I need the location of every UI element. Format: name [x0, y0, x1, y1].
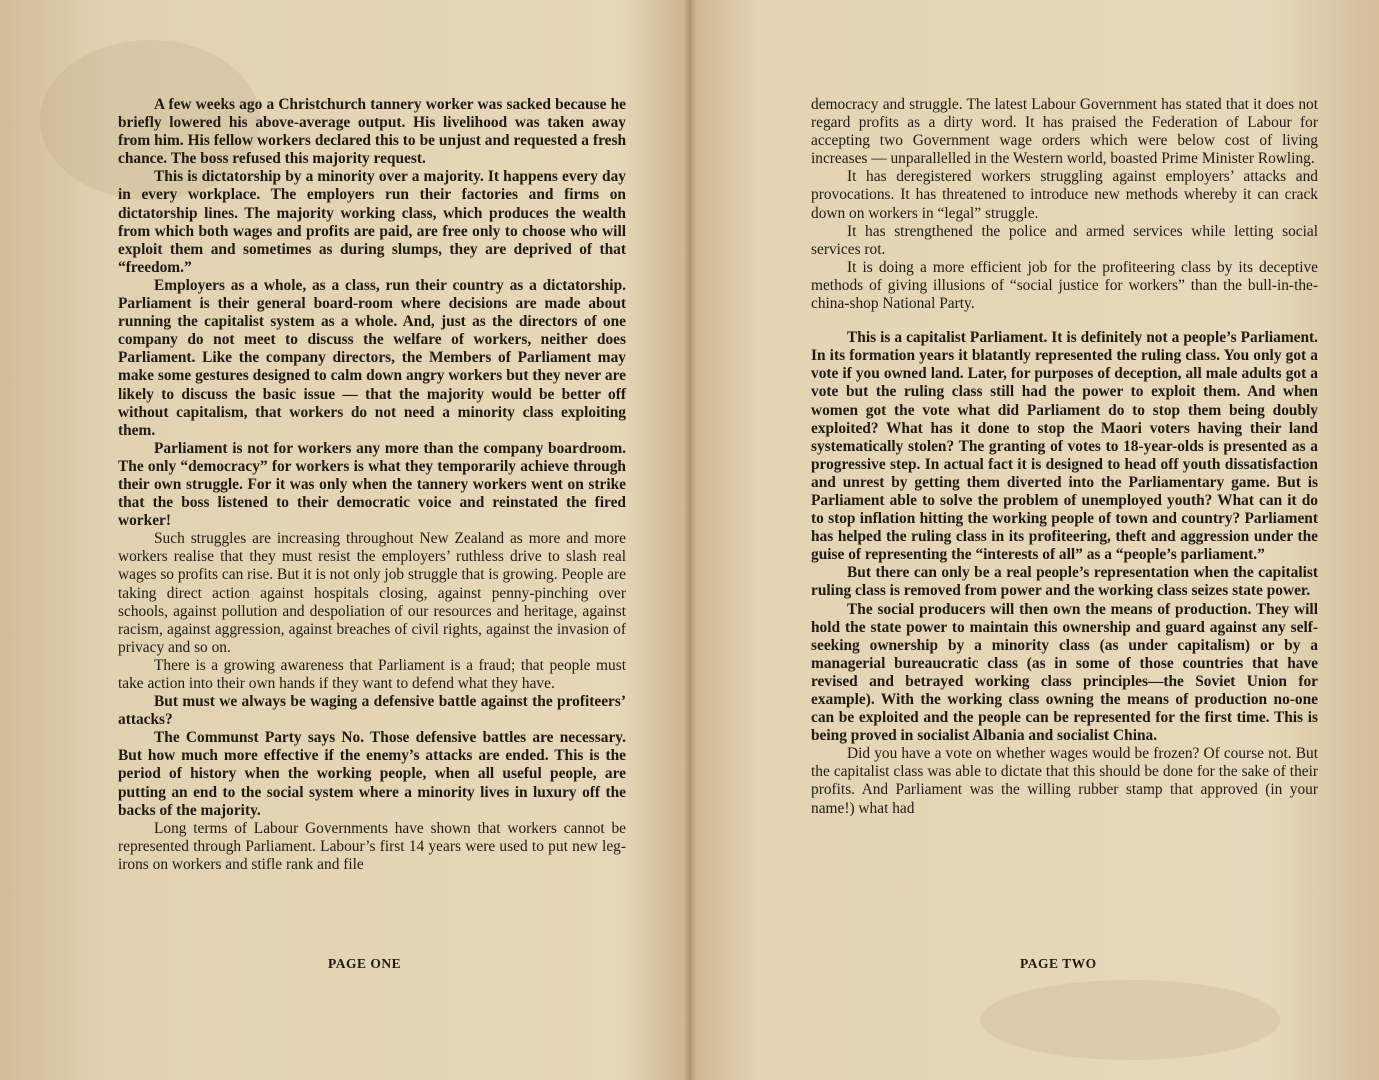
paragraph: Did you have a vote on whether wages would be frozen? Of course not. But the capitalist class was able to dictate that this should be done for the sake of their profits. And Parliament was the willing rubber stamp that approved (in your name!) what had — [811, 745, 1318, 817]
page-one — [118, 96, 626, 874]
paragraph: But there can only be a real people’s representation when the capitalist ruling class is removed from power and the working class seizes state power. — [811, 564, 1318, 600]
page-fold — [684, 0, 696, 1080]
paragraph: The Communst Party says No. Those defensive battles are necessary. But how much more effective if the enemy’s attacks are ended. This is the period of history when the working people, when all useful people, are putting an end to the social system where a minority lives in luxury off the backs of the majority. — [118, 729, 626, 819]
paragraph: Parliament is not for workers any more than the company boardroom. The only “democracy” for workers is what they temporarily achieve through their own struggle. For it was only when the tannery workers went on strike that the boss listened to their democratic voice and reinstated the fired worker! — [118, 439, 626, 530]
page-two-body-bottom — [811, 329, 1318, 818]
paragraph: It is doing a more efficient job for the profiteering class by its deceptive methods of giving illusions of “social justice for workers” than the bull-in-the-china-shop National Party. — [811, 258, 1318, 313]
paragraph: But must we always be waging a defensive battle against the profiteers’ attacks? — [118, 693, 626, 729]
paragraph: There is a growing awareness that Parliament is a fraud; that people must take action into their own hands if they want to defend what they have. — [118, 656, 626, 692]
paragraph: Such struggles are increasing throughout New Zealand as more and more workers realise that they must resist the employers’ ruthless drive to slash real wages so profits can rise. But it is not only job struggle that is growing. People are taking direct action against hospitals closing, against penny-pinching over schools, against pollution and despoliation of our resources and heritage, against racism, against aggression, against breaches of civil rights, against the invasion of privacy and so on. — [118, 530, 626, 656]
paragraph: It has deregistered workers struggling against employers’ attacks and provocations. It has threatened to introduce new methods whereby it can crack down on workers in “legal” struggle. — [811, 168, 1318, 222]
page-two-body-top — [811, 96, 1318, 313]
paragraph: A few weeks ago a Christchurch tannery worker was sacked because he briefly lowered his above-average output. His livelihood was taken away from him. His fellow workers declared this to be unjust and requested a fresh chance. The boss refused this majority request. — [118, 96, 626, 168]
page-two — [811, 96, 1318, 818]
paper-stain — [980, 980, 1280, 1060]
paragraph: Employers as a whole, as a class, run their country as a dictatorship. Parliament is their general board-room where decisions are made about running the capitalist system as a whole. And, just as the directors of one company do not meet to discuss the welfare of workers, neither does Parliament. Like the company directors, the Members of Parliament may make some gestures designed to calm down angry workers but they never are likely to discuss the basic issue — that the majority would be better off without capitalism, that workers do not need a minority class exploiting them. — [118, 276, 626, 439]
page-one-footer: PAGE ONE — [328, 956, 402, 971]
paragraph: The social producers will then own the means of production. They will hold the state power to maintain this ownership and guard against any self-seeking ownership by a minority class (as under capitalism) or by a managerial bureaucratic class (as in some of those countries that have revised and betrayed working class principles—the Soviet Union for example). With the working class owning the means of production no-one can be exploited and the people can be represented for the first time. This is being proved in socialist Albania and socialist China. — [811, 600, 1318, 745]
page-one-body — [118, 96, 626, 874]
page-two-footer: PAGE TWO — [1020, 956, 1097, 971]
section-gap — [811, 313, 1318, 329]
paragraph: This is a capitalist Parliament. It is definitely not a people’s Parliament. In its formation years it blatantly represented the ruling class. You only got a vote if you owned land. Later, for purposes of deception, all male adults got a vote but the ruling class still had the power to exploit them. And when women got the vote what did Parliament do to stop them being doubly exploited? What has it done to stop the Maori voters having their land systematically stolen? The granting of votes to 18-year-olds is presented as a progressive step. In actual fact it is designed to head off youth dissatisfaction and unrest by getting them diverted into the Parliamentary game. But is Parliament able to solve the problem of unemployed youth? What can it do to stop inflation hitting the working people of town and country? Parliament has helped the ruling class in its profiteering, theft and aggression under the guise of representing the “interests of all” as a “people’s parliament.” — [811, 329, 1318, 564]
paragraph: This is dictatorship by a minority over a majority. It happens every day in every workplace. The employers run their factories and firms on dictatorship lines. The majority working class, which produces the wealth from which both wages and profits are paid, are free only to choose who will exploit them and sometimes as during slumps, they are deprived of that “freedom.” — [118, 168, 626, 276]
paragraph: Long terms of Labour Governments have shown that workers cannot be represented through Parliament. Labour’s first 14 years were used to put new leg-irons on workers and stifle rank and file — [118, 819, 626, 873]
paragraph: It has strengthened the police and armed services while letting social services rot. — [811, 222, 1318, 258]
paragraph: democracy and struggle. The latest Labour Government has stated that it does not regard profits as a dirty word. It has praised the Federation of Labour for accepting two Government wage orders which were below cost of living increases — unparallelled in the Western world, boasted Prime Minister Rowling. — [811, 96, 1318, 168]
